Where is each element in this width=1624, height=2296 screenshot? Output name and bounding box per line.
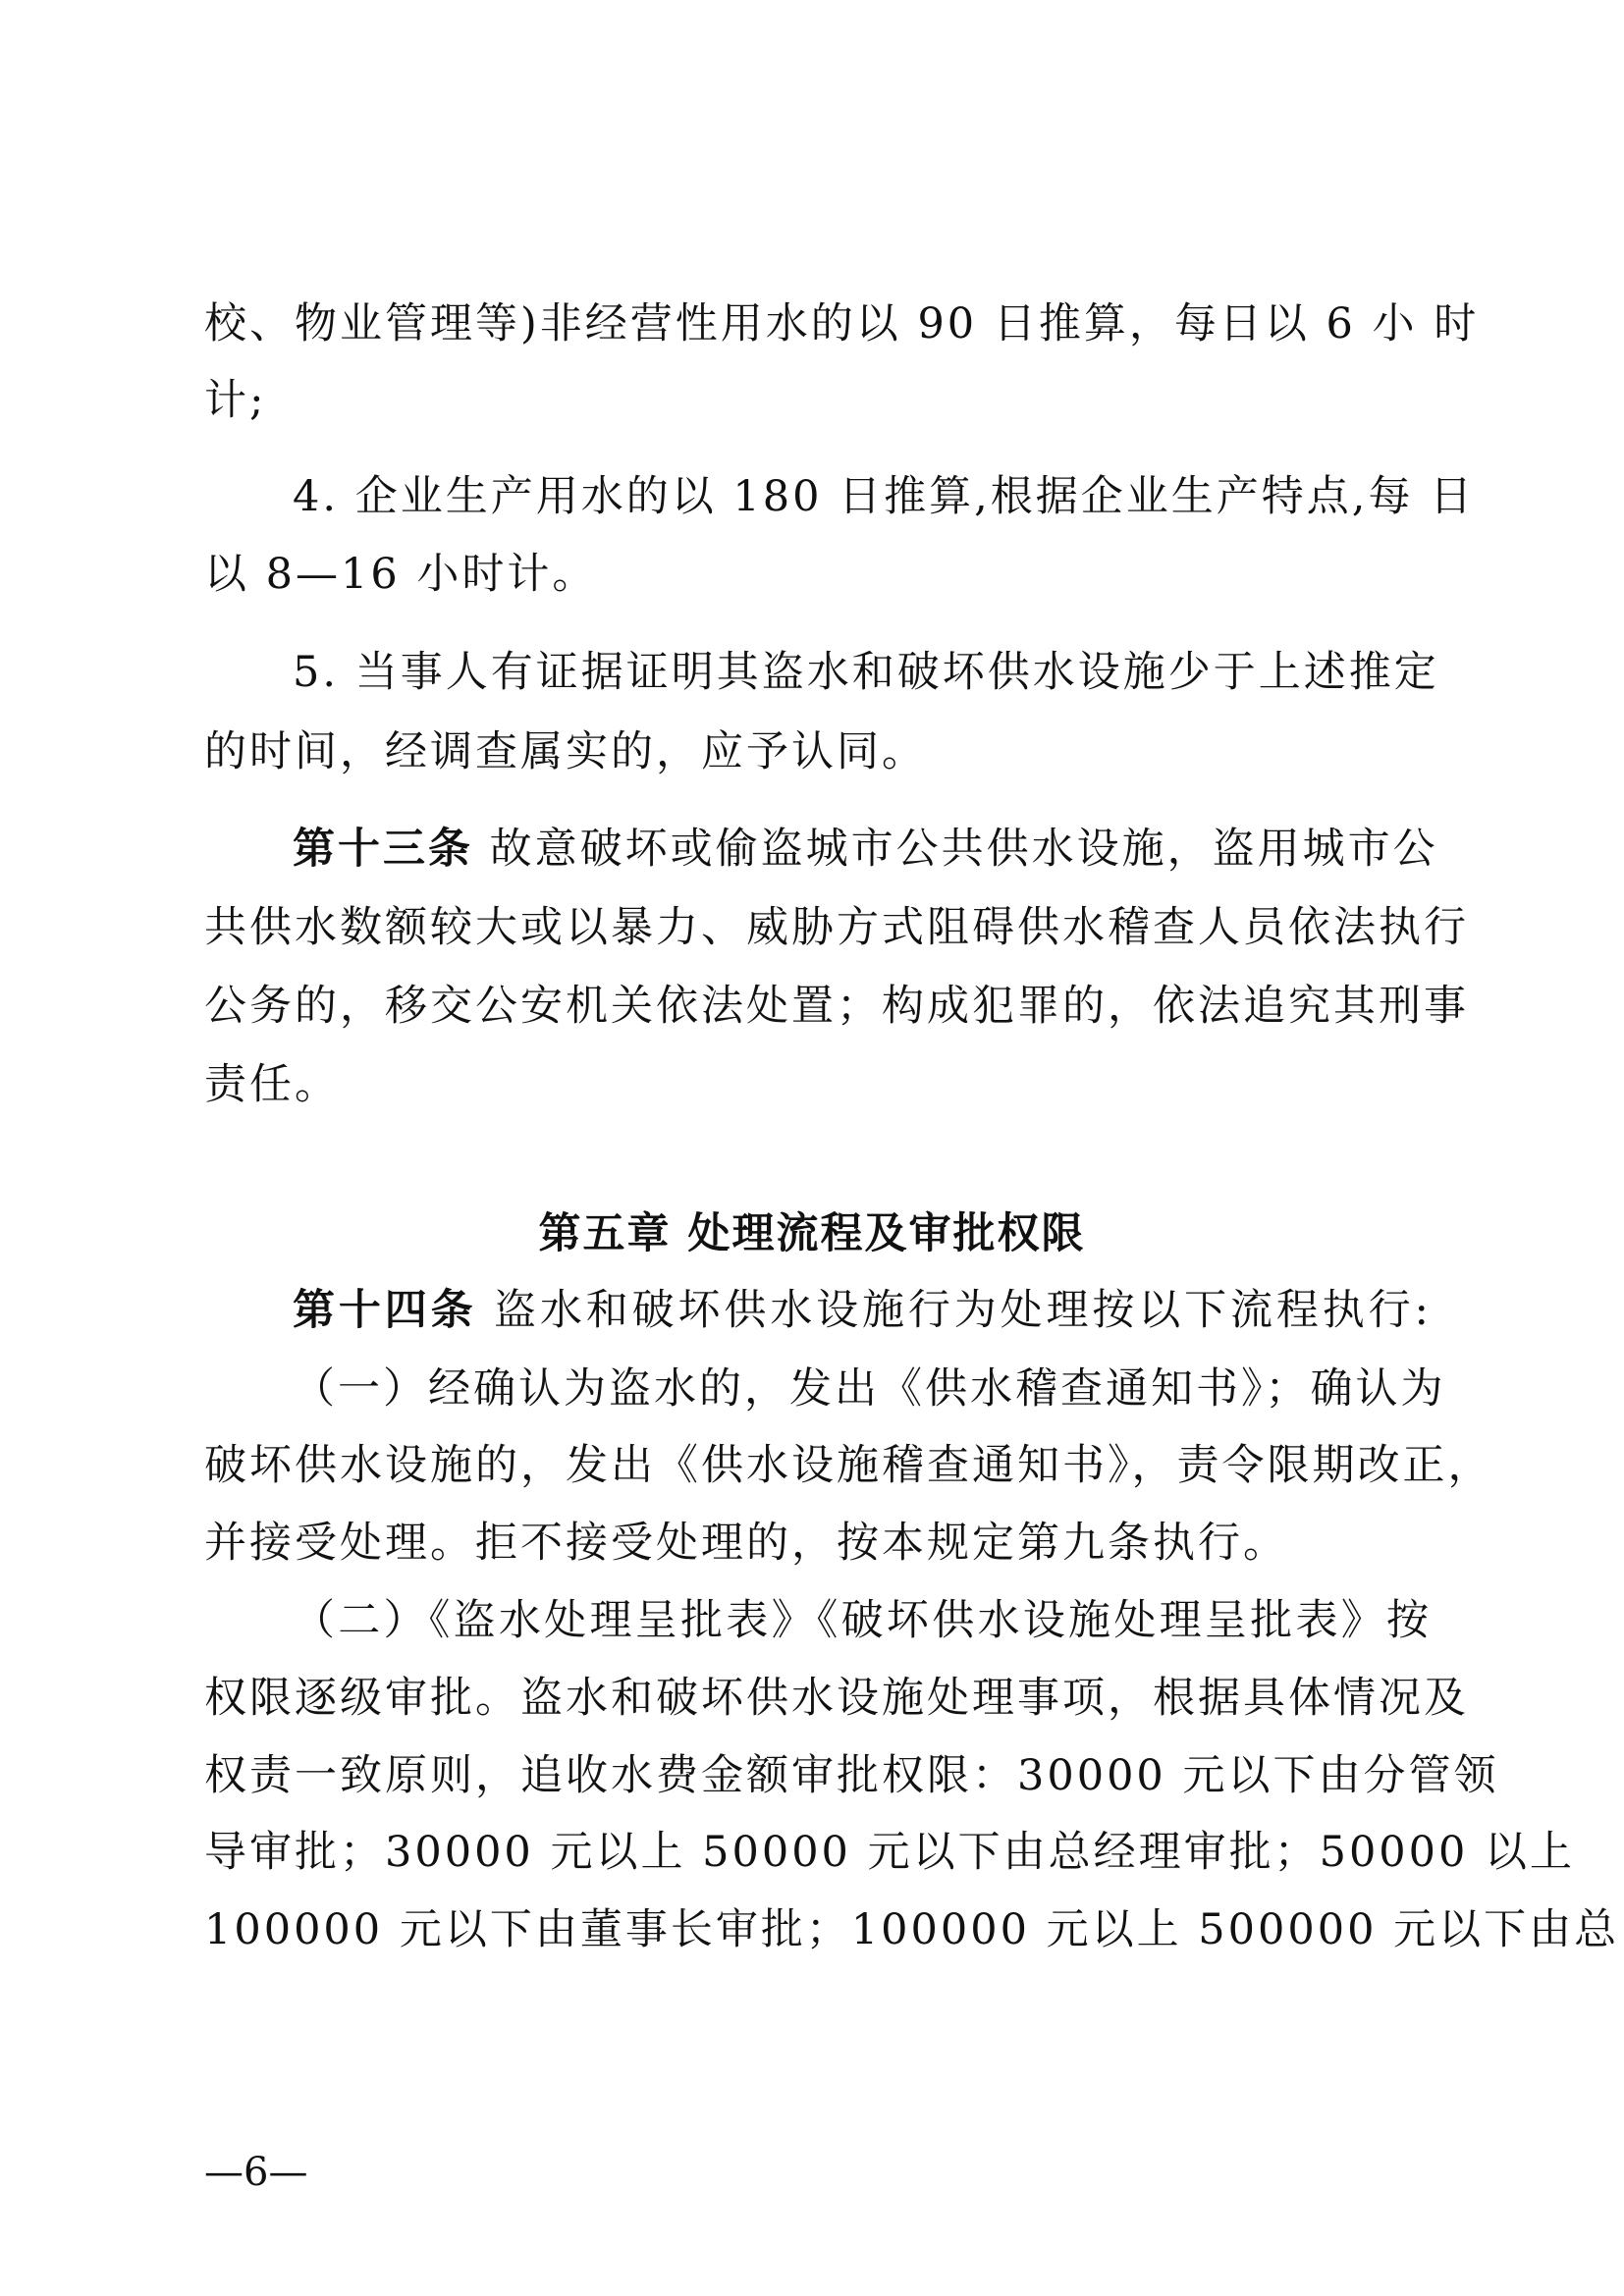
page-number: —6—: [204, 2150, 308, 2195]
body-line: 权责一致原则，追收水费金额审批权限：30000 元以下由分管领: [204, 1751, 1499, 1800]
body-line: 责任。: [204, 1060, 340, 1109]
body-line: 100000 元以下由董事长审批；100000 元以上 500000 元以下由总: [204, 1905, 1620, 1954]
article-13-line: [293, 820, 1438, 879]
body-line: 5. 当事人有证据证明其盗水和破坏供水设施少于上述推定: [293, 648, 1439, 697]
body-line: 破坏供水设施的，发出《供水设施稽查通知书》，责令限期改正，: [204, 1441, 1493, 1490]
body-line: 权限逐级审批。盗水和破坏供水设施处理事项，根据具体情况及: [204, 1674, 1469, 1723]
article-text: 故意破坏或偷盗城市公共供水设施，盗用城市公: [489, 825, 1438, 874]
body-line: 计;: [204, 376, 267, 425]
body-line: 公务的，移交公安机关依法处置；构成犯罪的，依法追究其刑事: [204, 982, 1469, 1031]
body-line: （二）《盗水处理呈批表》《破坏供水设施处理呈批表》按: [293, 1596, 1432, 1645]
body-line: 导审批；30000 元以上 50000 元以下由总经理审批；50000 以上: [204, 1828, 1576, 1877]
body-line: （一）经确认为盗水的，发出《供水稽查通知书》；确认为: [293, 1364, 1446, 1414]
body-line: 并接受处理。拒不接受处理的，按本规定第九条执行。: [204, 1519, 1288, 1568]
body-line: 4. 企业生产用水的以 180 日推算,根据企业生产特点,每 日: [293, 472, 1476, 521]
article-label: 第十四条: [293, 1286, 477, 1335]
body-line: 以 8—16 小时计。: [204, 550, 598, 599]
article-label: 第十三条: [293, 825, 473, 874]
body-line: 的时间，经调查属实的，应予认同。: [204, 727, 927, 776]
article-text: 盗水和破坏供水设施行为处理按以下流程执行:: [494, 1286, 1432, 1335]
body-line: 共供水数额较大或以暴力、威胁方式阻碍供水稽查人员依法执行: [204, 903, 1469, 952]
body-line: 校、物业管理等)非经营性用水的以 90 日推算，每日以 6 小 时: [204, 299, 1480, 348]
article-14-line: [293, 1281, 1432, 1340]
chapter-heading: 第五章 处理流程及审批权限: [538, 1209, 1086, 1258]
